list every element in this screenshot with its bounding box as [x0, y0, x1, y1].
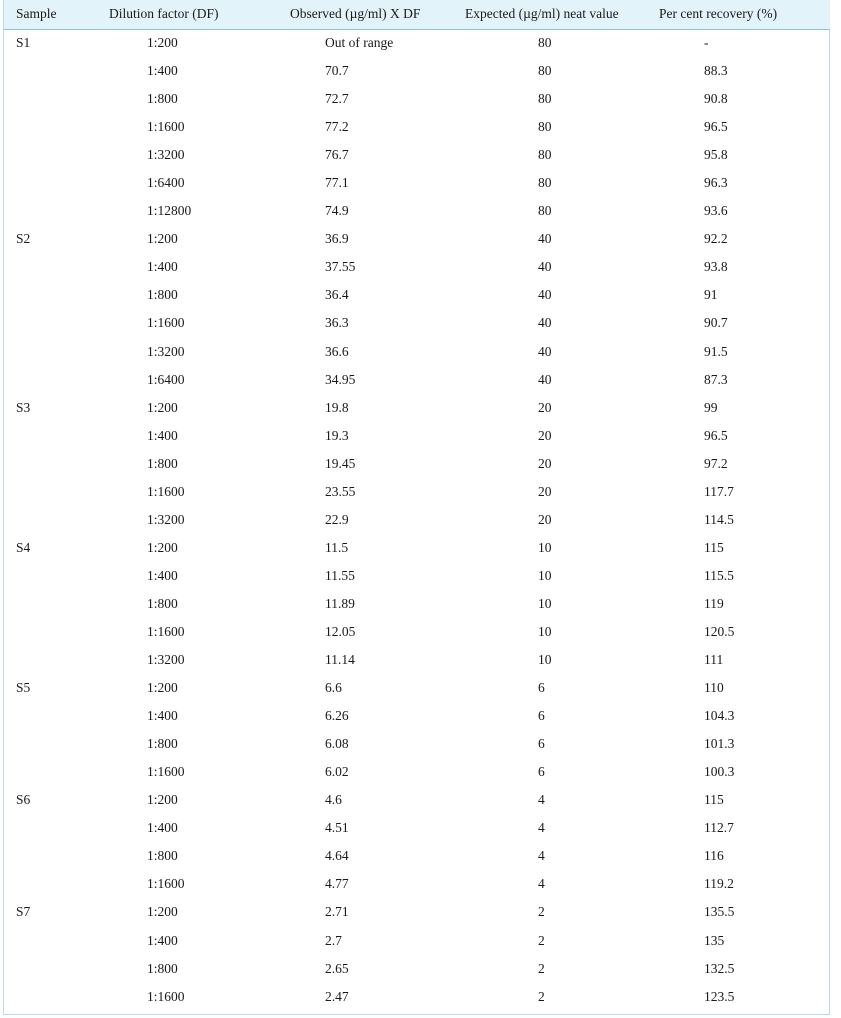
cell-expected: 40 — [538, 343, 552, 359]
table-row — [4, 898, 830, 926]
cell-observed: 23.55 — [325, 483, 356, 499]
cell-dilution-factor: 1:400 — [147, 708, 178, 724]
cell-observed: 6.02 — [325, 764, 349, 780]
cell-percent-recovery: 95.8 — [704, 147, 728, 163]
cell-sample — [4, 113, 96, 141]
cell-percent-recovery: 115.5 — [704, 567, 734, 583]
cell-sample — [4, 169, 96, 197]
cell-expected: 80 — [538, 203, 552, 219]
cell-observed: 11.89 — [325, 595, 355, 611]
cell-sample — [4, 478, 96, 506]
table-row — [4, 281, 830, 309]
cell-observed: 2.47 — [325, 988, 349, 1004]
cell-sample — [4, 590, 96, 618]
cell-dilution-factor: 1:400 — [147, 63, 178, 79]
cell-sample — [4, 842, 96, 870]
cell-expected: 20 — [538, 455, 552, 471]
cell-dilution-factor: 1:6400 — [147, 371, 185, 387]
table-row — [4, 983, 830, 1011]
cell-expected: 10 — [538, 595, 552, 611]
cell-percent-recovery: 92.2 — [704, 231, 728, 247]
cell-observed: 4.64 — [325, 848, 349, 864]
cell-dilution-factor: 1:400 — [147, 259, 178, 275]
cell-observed: 77.2 — [325, 119, 349, 135]
cell-percent-recovery: 100.3 — [704, 764, 735, 780]
table-row — [4, 366, 830, 394]
table-row — [4, 786, 830, 814]
cell-dilution-factor: 1:800 — [147, 287, 178, 303]
cell-sample — [4, 646, 96, 674]
cell-percent-recovery: 120.5 — [704, 624, 735, 639]
cell-percent-recovery: 101.3 — [704, 736, 735, 752]
cell-dilution-factor: 1:800 — [147, 595, 178, 611]
cell-percent-recovery: 97.2 — [704, 455, 728, 471]
cell-sample — [4, 422, 96, 450]
cell-sample — [4, 309, 96, 337]
cell-expected: 80 — [538, 63, 552, 79]
cell-observed: 4.51 — [325, 820, 349, 836]
table-row — [4, 113, 830, 141]
cell-expected: 4 — [538, 820, 545, 836]
cell-expected: 6 — [538, 736, 545, 752]
cell-observed: 11.14 — [325, 652, 355, 668]
cell-observed: 6.08 — [325, 736, 349, 752]
cell-percent-recovery: 119 — [704, 595, 724, 611]
cell-percent-recovery: 90.7 — [704, 315, 728, 331]
cell-observed: Out of range — [325, 35, 394, 51]
cell-dilution-factor: 1:1600 — [147, 119, 185, 135]
table-row — [4, 870, 830, 898]
cell-observed: 19.3 — [325, 427, 349, 443]
cell-sample — [4, 983, 96, 1011]
cell-dilution-factor: 1:1600 — [147, 624, 185, 639]
table-row — [4, 338, 830, 366]
header-percent-recovery: Per cent recovery (%) — [638, 0, 830, 29]
cell-percent-recovery: 96.5 — [704, 427, 728, 443]
recovery-table — [4, 0, 830, 1011]
cell-observed: 4.77 — [325, 876, 349, 892]
cell-sample — [4, 758, 96, 786]
cell-sample: S4 — [16, 539, 31, 555]
cell-observed: 2.71 — [325, 904, 349, 920]
cell-percent-recovery: 112.7 — [704, 820, 734, 836]
cell-expected: 4 — [538, 876, 545, 892]
table-row — [4, 590, 830, 618]
cell-observed: 19.45 — [325, 455, 356, 471]
cell-dilution-factor: 1:200 — [147, 399, 178, 415]
cell-sample: S6 — [16, 792, 31, 808]
cell-expected: 10 — [538, 567, 552, 583]
cell-sample — [4, 450, 96, 478]
cell-expected: 2 — [538, 904, 545, 920]
cell-sample — [4, 814, 96, 842]
cell-percent-recovery: 110 — [704, 680, 724, 696]
cell-expected: 20 — [538, 511, 552, 527]
cell-observed: 12.05 — [325, 624, 356, 639]
cell-observed: 36.9 — [325, 231, 349, 247]
cell-percent-recovery: 114.5 — [704, 511, 734, 527]
table-row — [4, 814, 830, 842]
table-row — [4, 730, 830, 758]
cell-dilution-factor: 1:400 — [147, 932, 178, 948]
cell-percent-recovery: 111 — [704, 652, 724, 668]
cell-dilution-factor: 1:200 — [147, 35, 178, 51]
cell-expected: 6 — [538, 708, 545, 724]
cell-sample: S7 — [16, 904, 31, 920]
table-row — [4, 927, 830, 955]
table-row — [4, 394, 830, 422]
cell-expected: 6 — [538, 680, 545, 696]
header-expected: Expected (µg/ml) neat value — [445, 0, 638, 29]
cell-expected: 80 — [538, 175, 552, 191]
table-row — [4, 197, 830, 225]
header-row — [4, 0, 830, 29]
cell-percent-recovery: 88.3 — [704, 63, 728, 79]
cell-expected: 10 — [538, 652, 552, 668]
cell-dilution-factor: 1:6400 — [147, 175, 185, 191]
cell-expected: 10 — [538, 539, 552, 555]
table-row — [4, 674, 830, 702]
cell-expected: 80 — [538, 35, 552, 51]
cell-dilution-factor: 1:12800 — [147, 203, 192, 219]
cell-sample: S2 — [16, 231, 31, 247]
cell-percent-recovery: 93.6 — [704, 203, 728, 219]
table-row — [4, 702, 830, 730]
cell-dilution-factor: 1:800 — [147, 960, 178, 976]
cell-expected: 2 — [538, 988, 545, 1004]
cell-expected: 40 — [538, 315, 552, 331]
cell-observed: 6.26 — [325, 708, 349, 724]
cell-percent-recovery: 132.5 — [704, 960, 735, 976]
cell-sample — [4, 141, 96, 169]
cell-percent-recovery: 135 — [704, 932, 725, 948]
table-row — [4, 309, 830, 337]
cell-dilution-factor: 1:800 — [147, 91, 178, 107]
cell-expected: 20 — [538, 483, 552, 499]
cell-percent-recovery: 87.3 — [704, 371, 728, 387]
cell-sample — [4, 618, 96, 646]
cell-observed: 70.7 — [325, 63, 349, 79]
cell-sample — [4, 338, 96, 366]
cell-expected: 20 — [538, 427, 552, 443]
cell-expected: 80 — [538, 119, 552, 135]
cell-observed: 2.7 — [325, 932, 342, 948]
cell-expected: 2 — [538, 932, 545, 948]
table-body — [4, 29, 830, 1011]
cell-dilution-factor: 1:1600 — [147, 315, 185, 331]
cell-observed: 76.7 — [325, 147, 349, 163]
cell-sample — [4, 955, 96, 983]
cell-observed: 19.8 — [325, 399, 349, 415]
cell-dilution-factor: 1:400 — [147, 567, 178, 583]
table-row — [4, 169, 830, 197]
table-row — [4, 842, 830, 870]
cell-sample — [4, 506, 96, 534]
cell-sample — [4, 870, 96, 898]
cell-dilution-factor: 1:200 — [147, 539, 178, 555]
cell-observed: 37.55 — [325, 259, 356, 275]
cell-observed: 72.7 — [325, 91, 349, 107]
cell-dilution-factor: 1:400 — [147, 820, 178, 836]
cell-expected: 40 — [538, 287, 552, 303]
cell-dilution-factor: 1:800 — [147, 848, 178, 864]
cell-dilution-factor: 1:200 — [147, 231, 178, 247]
cell-percent-recovery: 115 — [704, 792, 724, 808]
table-row — [4, 646, 830, 674]
cell-percent-recovery: 90.8 — [704, 91, 728, 107]
cell-percent-recovery: 104.3 — [704, 708, 735, 724]
cell-sample — [4, 730, 96, 758]
cell-observed: 11.5 — [325, 539, 349, 555]
table-row — [4, 253, 830, 281]
table-row — [4, 85, 830, 113]
cell-sample — [4, 85, 96, 113]
table-row — [4, 225, 830, 253]
table-row — [4, 450, 830, 478]
header-sample: Sample — [4, 0, 96, 29]
cell-percent-recovery: - — [704, 35, 709, 51]
cell-observed: 36.3 — [325, 315, 349, 331]
cell-observed: 6.6 — [325, 680, 342, 696]
cell-expected: 20 — [538, 399, 552, 415]
cell-dilution-factor: 1:3200 — [147, 147, 185, 163]
cell-sample — [4, 253, 96, 281]
cell-sample: S1 — [16, 35, 31, 51]
cell-expected: 40 — [538, 259, 552, 275]
header-dilution-factor: Dilution factor (DF) — [96, 0, 275, 29]
cell-observed: 2.65 — [325, 960, 349, 976]
cell-sample — [4, 562, 96, 590]
cell-observed: 22.9 — [325, 511, 349, 527]
table-row — [4, 506, 830, 534]
cell-sample — [4, 702, 96, 730]
cell-dilution-factor: 1:200 — [147, 792, 178, 808]
cell-percent-recovery: 116 — [704, 848, 724, 864]
cell-expected: 40 — [538, 231, 552, 247]
cell-percent-recovery: 119.2 — [704, 876, 734, 892]
cell-percent-recovery: 135.5 — [704, 904, 735, 920]
cell-observed: 74.9 — [325, 203, 349, 219]
table-row — [4, 955, 830, 983]
cell-dilution-factor: 1:1600 — [147, 876, 185, 892]
cell-expected: 4 — [538, 792, 545, 808]
table-row — [4, 57, 830, 85]
cell-dilution-factor: 1:200 — [147, 904, 178, 920]
cell-sample: S3 — [16, 399, 31, 415]
table-row — [4, 141, 830, 169]
cell-observed: 77.1 — [325, 175, 349, 191]
cell-percent-recovery: 93.8 — [704, 259, 728, 275]
table-row — [4, 562, 830, 590]
table-row — [4, 758, 830, 786]
cell-sample — [4, 366, 96, 394]
cell-sample — [4, 57, 96, 85]
cell-expected: 80 — [538, 91, 552, 107]
header-observed: Observed (µg/ml) X DF — [275, 0, 445, 29]
cell-percent-recovery: 91.5 — [704, 343, 728, 359]
cell-observed: 4.6 — [325, 792, 342, 808]
cell-percent-recovery: 96.5 — [704, 119, 728, 135]
cell-sample — [4, 927, 96, 955]
table-row — [4, 534, 830, 562]
cell-dilution-factor: 1:3200 — [147, 343, 185, 359]
cell-percent-recovery: 99 — [704, 399, 718, 415]
cell-expected: 80 — [538, 147, 552, 163]
cell-dilution-factor: 1:800 — [147, 736, 178, 752]
cell-percent-recovery: 91 — [704, 287, 718, 303]
cell-expected: 6 — [538, 764, 545, 780]
cell-dilution-factor: 1:400 — [147, 427, 178, 443]
cell-dilution-factor: 1:1600 — [147, 764, 185, 780]
cell-expected: 40 — [538, 371, 552, 387]
cell-percent-recovery: 115 — [704, 539, 724, 555]
cell-dilution-factor: 1:3200 — [147, 511, 185, 527]
table-row — [4, 29, 830, 57]
table-row — [4, 618, 830, 646]
table-header — [4, 0, 830, 29]
cell-expected: 4 — [538, 848, 545, 864]
cell-expected: 2 — [538, 960, 545, 976]
cell-dilution-factor: 1:1600 — [147, 483, 185, 499]
table-row — [4, 422, 830, 450]
cell-percent-recovery: 123.5 — [704, 988, 735, 1004]
table-row — [4, 478, 830, 506]
cell-observed: 11.55 — [325, 567, 355, 583]
cell-sample — [4, 281, 96, 309]
cell-dilution-factor: 1:1600 — [147, 988, 185, 1004]
cell-percent-recovery: 96.3 — [704, 175, 728, 191]
cell-observed: 36.6 — [325, 343, 349, 359]
cell-dilution-factor: 1:200 — [147, 680, 178, 696]
cell-dilution-factor: 1:3200 — [147, 652, 185, 668]
cell-dilution-factor: 1:800 — [147, 455, 178, 471]
cell-expected: 10 — [538, 624, 552, 639]
cell-sample — [4, 197, 96, 225]
cell-sample: S5 — [16, 680, 31, 696]
cell-observed: 36.4 — [325, 287, 349, 303]
cell-percent-recovery: 117.7 — [704, 483, 734, 499]
cell-observed: 34.95 — [325, 371, 356, 387]
